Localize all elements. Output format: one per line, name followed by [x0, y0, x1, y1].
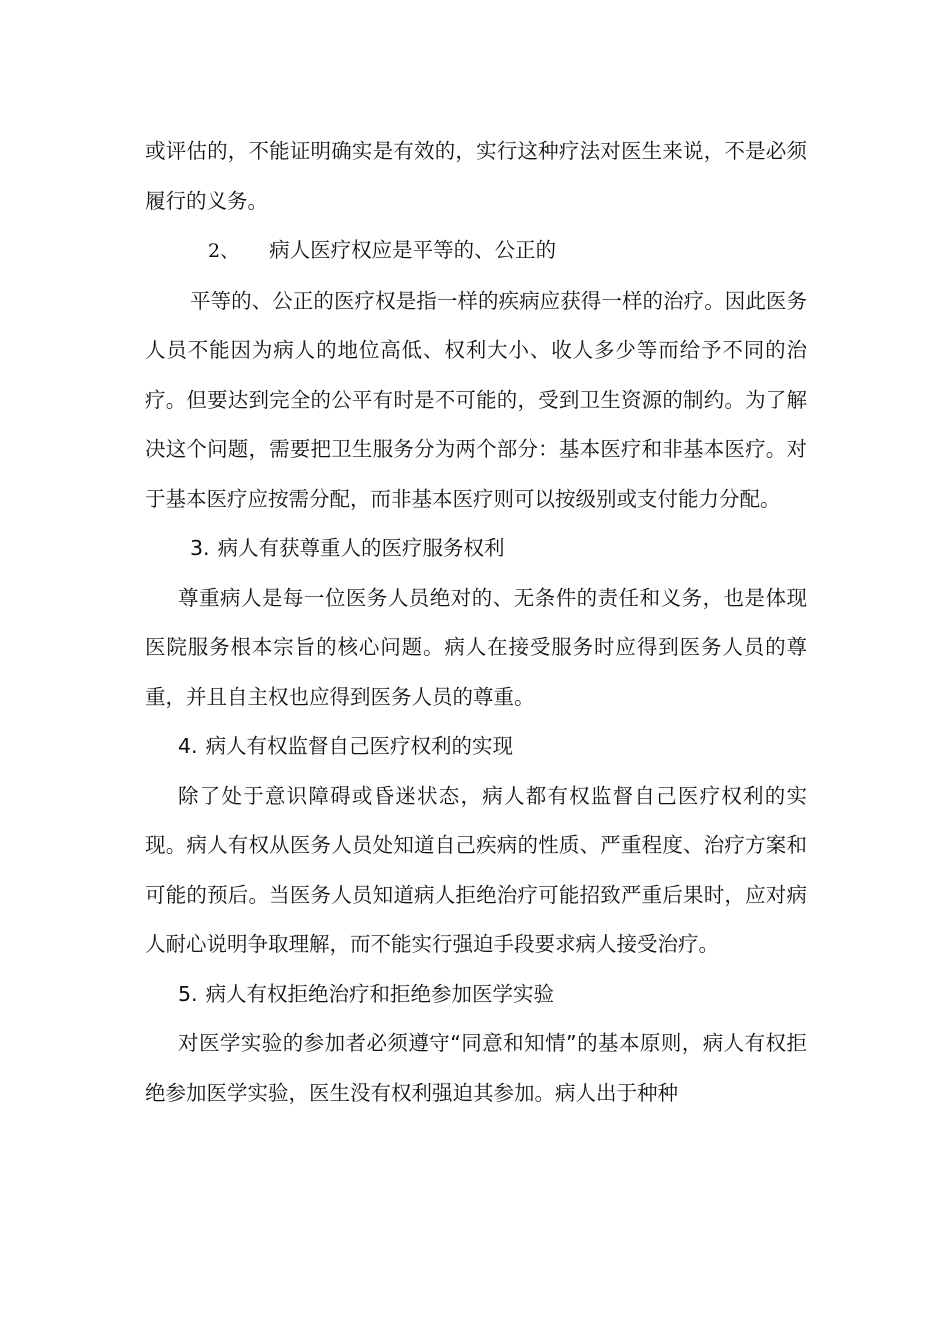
section-heading-3 — [145, 524, 807, 574]
section-heading-2 — [145, 226, 807, 277]
section-heading-5 — [145, 970, 807, 1020]
paragraph-equal-rights: 平等的、公正的医疗权是指一样的疾病应获得一样的治疗。因此医务人员不能因为病人的地位高低、权利大小、收人多少等而给予不同的治疗。但要达到完全的公平有时是不可能的，受到卫生资源的制约。为了解决这个问题，需要把卫生服务分为两个部分：基本医疗和非基本医疗。对于基本医疗应按需分配，而非基本医疗则可以按级别或支付能力分配。 — [145, 288, 807, 511]
document-body — [145, 127, 807, 1118]
section-title: 病人医疗权应是平等的、公正的 — [269, 238, 557, 262]
paragraph-respect: 尊重病人是每一位医务人员绝对的、无条件的责任和义务，也是体现医院服务根本宗旨的核心问题。病人在接受服务时应得到医务人员的尊重，并且自主权也应得到医务人员的尊重。 — [145, 585, 807, 709]
section-number: 2、 — [208, 240, 240, 262]
paragraph-continuation: 或评估的，不能证明确实是有效的，实行这种疗法对医生来说，不是必须履行的义务。 — [145, 139, 807, 213]
section-number: 3. — [190, 536, 210, 560]
section-title: 病人有权拒绝治疗和拒绝参加医学实验 — [205, 981, 555, 1006]
section-title: 病人有权监督自己医疗权利的实现 — [205, 734, 514, 758]
paragraph-refusal: 对医学实验的参加者必须遵守“同意和知情”的基本原则，病人有权拒绝参加医学实验，医生没有权利强迫其参加。病人出于种种 — [145, 1031, 807, 1105]
section-heading-4 — [145, 722, 807, 772]
section-number: 4. — [178, 734, 198, 758]
paragraph-supervision: 除了处于意识障碍或昏迷状态，病人都有权监督自己医疗权利的实现。病人有权从医务人员处知道自己疾病的性质、严重程度、治疗方案和可能的预后。当医务人员知道病人拒绝治疗可能招致严重后果时，应对病人耐心说明争取理解，而不能实行强迫手段要求病人接受治疗。 — [145, 783, 807, 956]
section-title: 病人有获尊重人的医疗服务权利 — [217, 536, 505, 560]
section-number: 5. — [178, 981, 198, 1006]
